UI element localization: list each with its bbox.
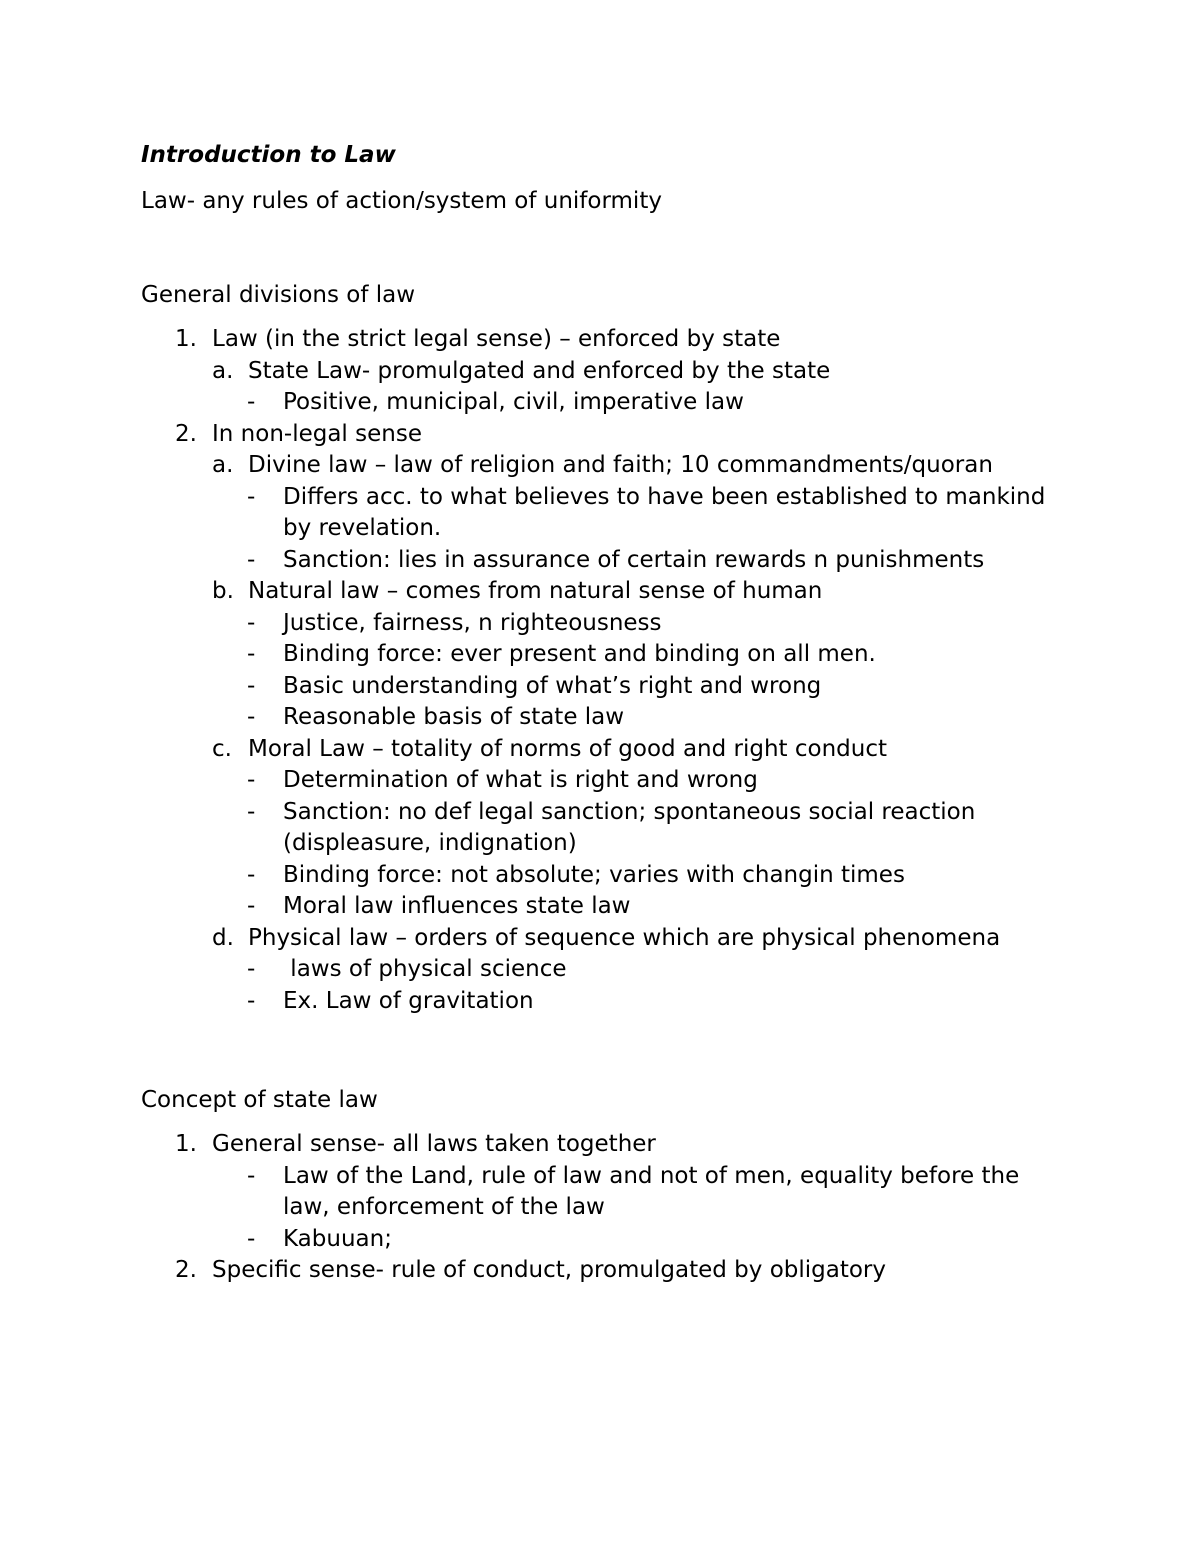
- list-item-text: Binding force: not absolute; varies with changin times: [283, 861, 905, 888]
- list-item-text: Law of the Land, rule of law and not of men, equality before the law, enforcement of the law: [283, 1162, 1020, 1220]
- list-item: [141, 608, 1061, 640]
- list-item-text: Binding force: ever present and binding on all men.: [283, 641, 876, 667]
- list-item: [141, 576, 1061, 608]
- list-marker: -: [247, 483, 256, 510]
- list-marker: d.: [212, 924, 234, 951]
- list-marker: -: [247, 767, 256, 793]
- list-marker: -: [247, 672, 256, 699]
- list-item: [141, 986, 1061, 1018]
- list-marker: 1.: [175, 326, 197, 352]
- list-item-text: Moral Law – totality of norms of good and right conduct: [248, 735, 888, 762]
- list-item-text: Physical law – orders of sequence which are physical phenomena: [248, 924, 1001, 951]
- list-item-text: Moral law influences state law: [283, 893, 631, 919]
- list-item-text: Reasonable basis of state law: [283, 704, 625, 730]
- spacer: [141, 1017, 1061, 1083]
- list-marker: -: [247, 641, 256, 667]
- section-heading: Concept of state law: [141, 1087, 378, 1113]
- list-item: [141, 387, 1061, 419]
- list-marker: 2.: [175, 1257, 197, 1283]
- list-marker: -: [247, 861, 256, 888]
- list-item: [141, 639, 1061, 671]
- section-general-divisions: [141, 278, 1061, 1017]
- list-item-text: Sanction: lies in assurance of certain rewards n punishments: [283, 546, 985, 573]
- list-item-text: Determination of what is right and wrong: [283, 767, 758, 793]
- list-item: [141, 923, 1061, 955]
- list-item-text: Justice, fairness, n righteousness: [283, 609, 662, 636]
- list-marker: -: [247, 956, 256, 982]
- list-item: [141, 860, 1061, 892]
- list-item-text: Law (in the strict legal sense) – enforced by state: [212, 326, 781, 352]
- list-item-text: Positive, municipal, civil, imperative law: [283, 389, 744, 415]
- list-item-text: Kabuuan;: [283, 1225, 392, 1252]
- list-item-text: Ex. Law of gravitation: [283, 987, 534, 1014]
- document-title: Introduction to Law: [141, 142, 396, 168]
- spacer: [141, 218, 1061, 278]
- list-item-text: Natural law – comes from natural sense of human: [248, 578, 823, 604]
- list-item-text: Basic understanding of what’s right and wrong: [283, 672, 822, 699]
- list-item-text: Specific sense- rule of conduct, promulgated by obligatory: [212, 1257, 886, 1283]
- document-page: [141, 138, 1061, 1287]
- section-concept-state-law: [141, 1083, 1061, 1287]
- list-item-text: State Law- promulgated and enforced by the state: [248, 357, 831, 384]
- spacer: [141, 1117, 1061, 1129]
- list-item: [141, 797, 1061, 860]
- list-marker: 2.: [175, 420, 197, 447]
- list-item: [141, 450, 1061, 482]
- list-item: [141, 954, 1061, 986]
- list-item-text: Sanction: no def legal sanction; spontaneous social reaction (displeasure, indignation): [283, 798, 976, 856]
- list-item-text: Divine law – law of religion and faith; 10 commandments/quoran: [248, 452, 993, 478]
- list-item: [141, 482, 1061, 545]
- list-item: [141, 1224, 1061, 1256]
- list-item: [141, 765, 1061, 797]
- list-item: [141, 1161, 1061, 1224]
- list-item-text: General sense- all laws taken together: [212, 1131, 656, 1157]
- law-definition: Law- any rules of action/system of uniformity: [141, 188, 662, 214]
- list-marker: -: [247, 1225, 256, 1252]
- list-marker: a.: [212, 452, 234, 478]
- list-marker: -: [247, 987, 256, 1014]
- list-item-text: Differs acc. to what believes to have been established to mankind by revelation.: [283, 483, 1046, 541]
- list-marker: a.: [212, 357, 234, 384]
- list-item: [141, 891, 1061, 923]
- list-marker: -: [247, 1162, 256, 1189]
- list-item: [141, 545, 1061, 577]
- list-item: [141, 324, 1061, 356]
- list-item: [141, 1129, 1061, 1161]
- list-item: [141, 734, 1061, 766]
- list-item-text: laws of physical science: [283, 956, 567, 982]
- list-item: [141, 671, 1061, 703]
- list-item: [141, 356, 1061, 388]
- list-marker: -: [247, 609, 256, 636]
- list-marker: -: [247, 704, 256, 730]
- list-item: [141, 1255, 1061, 1287]
- list-marker: -: [247, 798, 256, 825]
- list-marker: c.: [212, 735, 232, 762]
- list-item: [141, 702, 1061, 734]
- list-marker: -: [247, 893, 256, 919]
- list-marker: b.: [212, 578, 234, 604]
- list-marker: 1.: [175, 1131, 197, 1157]
- section-heading: General divisions of law: [141, 282, 416, 308]
- list-item: [141, 419, 1061, 451]
- list-item-text: In non-legal sense: [212, 420, 422, 447]
- spacer: [141, 312, 1061, 324]
- list-marker: -: [247, 389, 256, 415]
- list-marker: -: [247, 546, 256, 573]
